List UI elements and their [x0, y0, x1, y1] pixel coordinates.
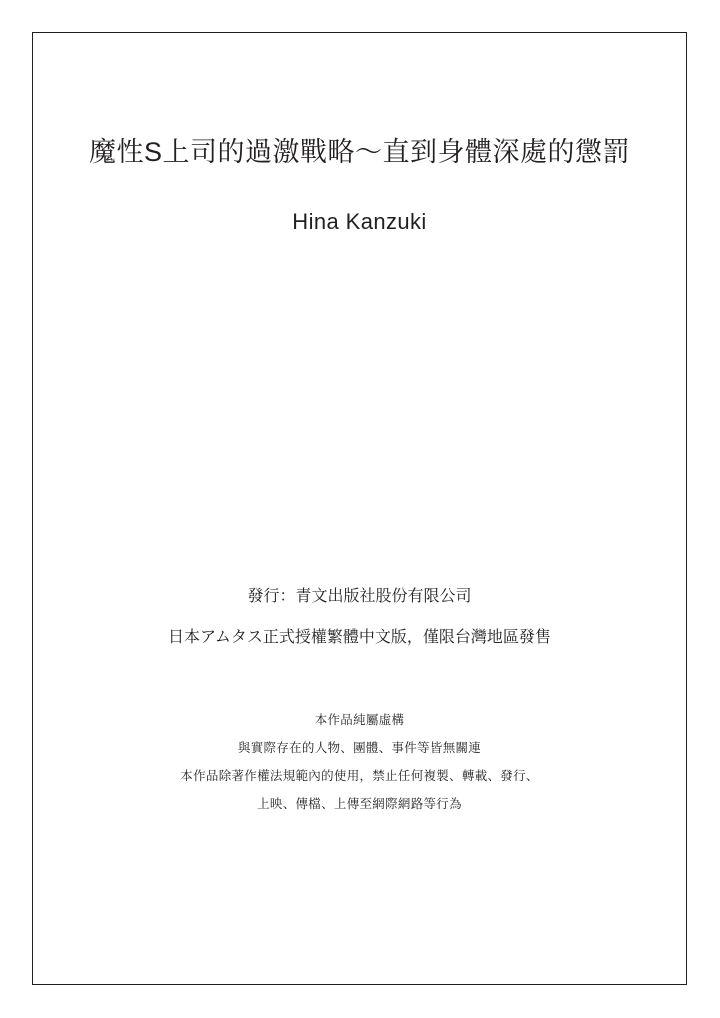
- disclaimer-notice: [33, 706, 686, 819]
- disclaimer-line: 與實際存在的人物、團體、事件等皆無關連: [237, 741, 482, 756]
- disclaimer-line: 本作品純屬虛構: [314, 713, 405, 727]
- publisher-info: [33, 585, 686, 651]
- license-line: 日本アムタス正式授權繁體中文版，僅限台灣地區發售: [168, 628, 551, 646]
- page-content: [33, 33, 686, 984]
- disclaimer-line: 上映、傳檔、上傳至網際網路等行為: [257, 797, 462, 812]
- author-name: Hina Kanzuki: [292, 209, 427, 234]
- disclaimer-line: 本作品除著作權法規範內的使用，禁止任何複製、轉載、發行、: [180, 769, 539, 784]
- publisher-line: 發行：青文出版社股份有限公司: [247, 588, 472, 605]
- book-title: 魔性S上司的過激戰略～直到身體深處的懲罰: [88, 137, 630, 167]
